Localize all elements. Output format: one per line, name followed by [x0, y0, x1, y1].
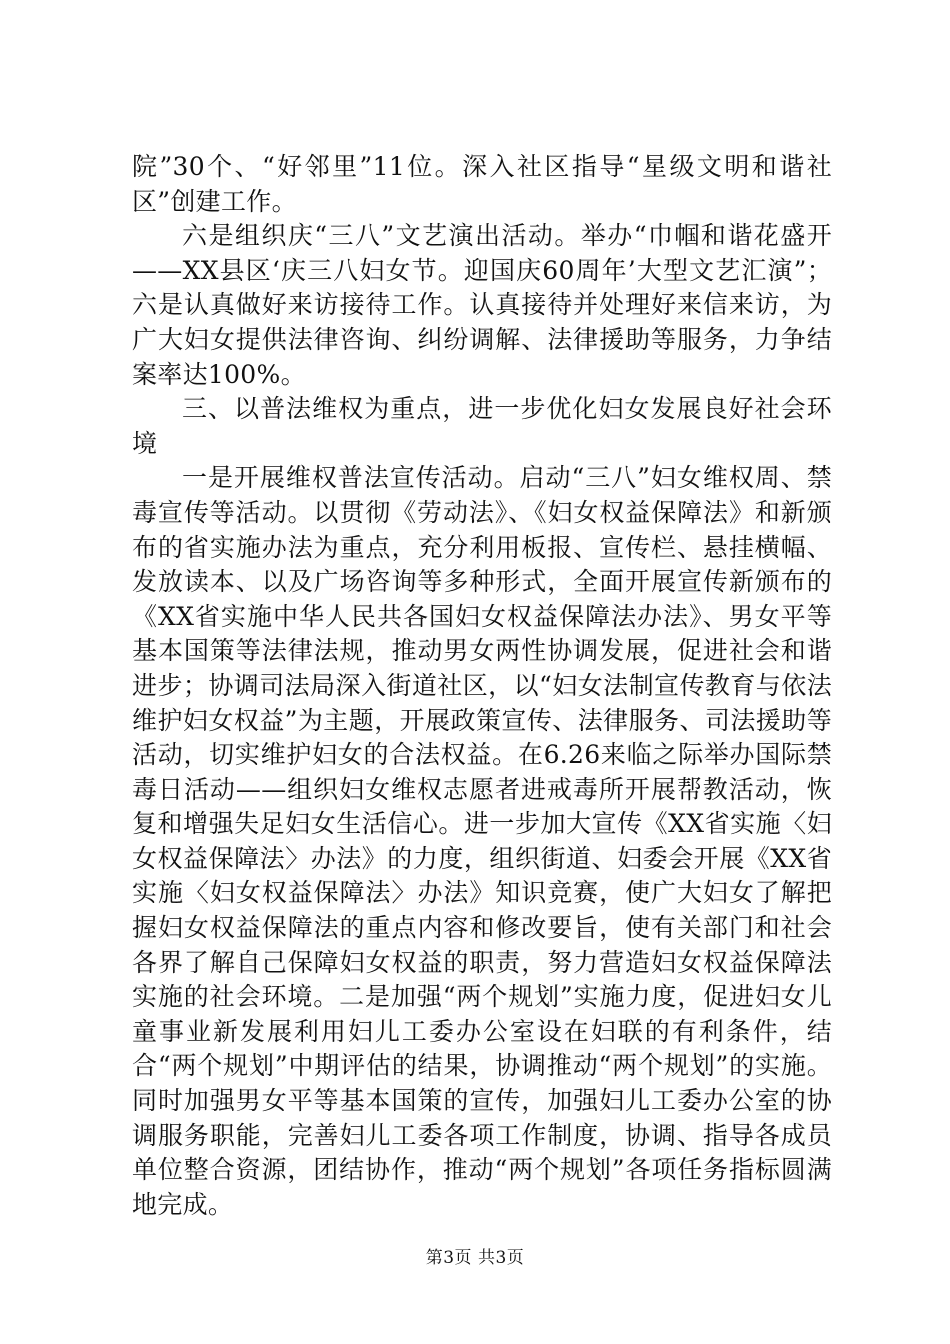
document-body	[132, 150, 832, 1222]
paragraph-item-one: 一是开展维权普法宣传活动。启动“三八”妇女维权周、禁毒宣传等活动。以贯彻《劳动法》、《妇女权益保障法》和新颁布的省实施办法为重点，充分利用板报、宣传栏、悬挂横幅、发放读本、以及广场咨询等多种形式，全面开展宣传新颁布的《XX省实施中华人民共各国妇女权益保障法办法》、男女平等基本国策等法律法规，推动男女两性协调发展，促进社会和谐进步；协调司法局深入街道社区，以“妇女法制宣传教育与依法维护妇女权益”为主题，开展政策宣传、法律服务、司法援助等活动，切实维护妇女的合法权益。在6.26来临之际举办国际禁毒日活动——组织妇女维权志愿者进戒毒所开展帮教活动，恢复和增强失足妇女生活信心。进一步加大宣传《XX省实施〈妇女权益保障法〉办法》的力度，组织街道、妇委会开展《XX省实施〈妇女权益保障法〉办法》知识竞赛，使广大妇女了解把握妇女权益保障法的重点内容和修改要旨，使有关部门和社会各界了解自己保障妇女权益的职责，努力营造妇女权益保障法实施的社会环境。二是加强“两个规划”实施力度，促进妇女儿童事业新发展利用妇儿工委办公室设在妇联的有利条件，结合“两个规划”中期评估的结果，协调推动“两个规划”的实施。同时加强男女平等基本国策的宣传，加强妇儿工委办公室的协调服务职能，完善妇儿工委各项工作制度，协调、指导各成员单位整合资源，团结协作，推动“两个规划”各项任务指标圆满地完成。	[132, 463, 832, 1219]
page-total: 共3页	[477, 1248, 525, 1268]
section-heading-three: 三、以普法维权为重点，进一步优化妇女发展良好社会环境	[132, 394, 832, 458]
paragraph-continuation: 院”30个、“好邻里”11位。深入社区指导“星级文明和谐社区”创建工作。	[132, 152, 832, 216]
page-number: 第3页	[425, 1248, 473, 1268]
page-footer	[0, 1247, 950, 1269]
paragraph-item-six: 六是组织庆“三八”文艺演出活动。举办“巾帼和谐花盛开——XX县区‘庆三八妇女节。迎国庆60周年’大型文艺汇演”；六是认真做好来访接待工作。认真接待并处理好来信来访，为广大妇女提供法律咨询、纠纷调解、法律援助等服务，力争结案率达100%。	[132, 221, 832, 389]
